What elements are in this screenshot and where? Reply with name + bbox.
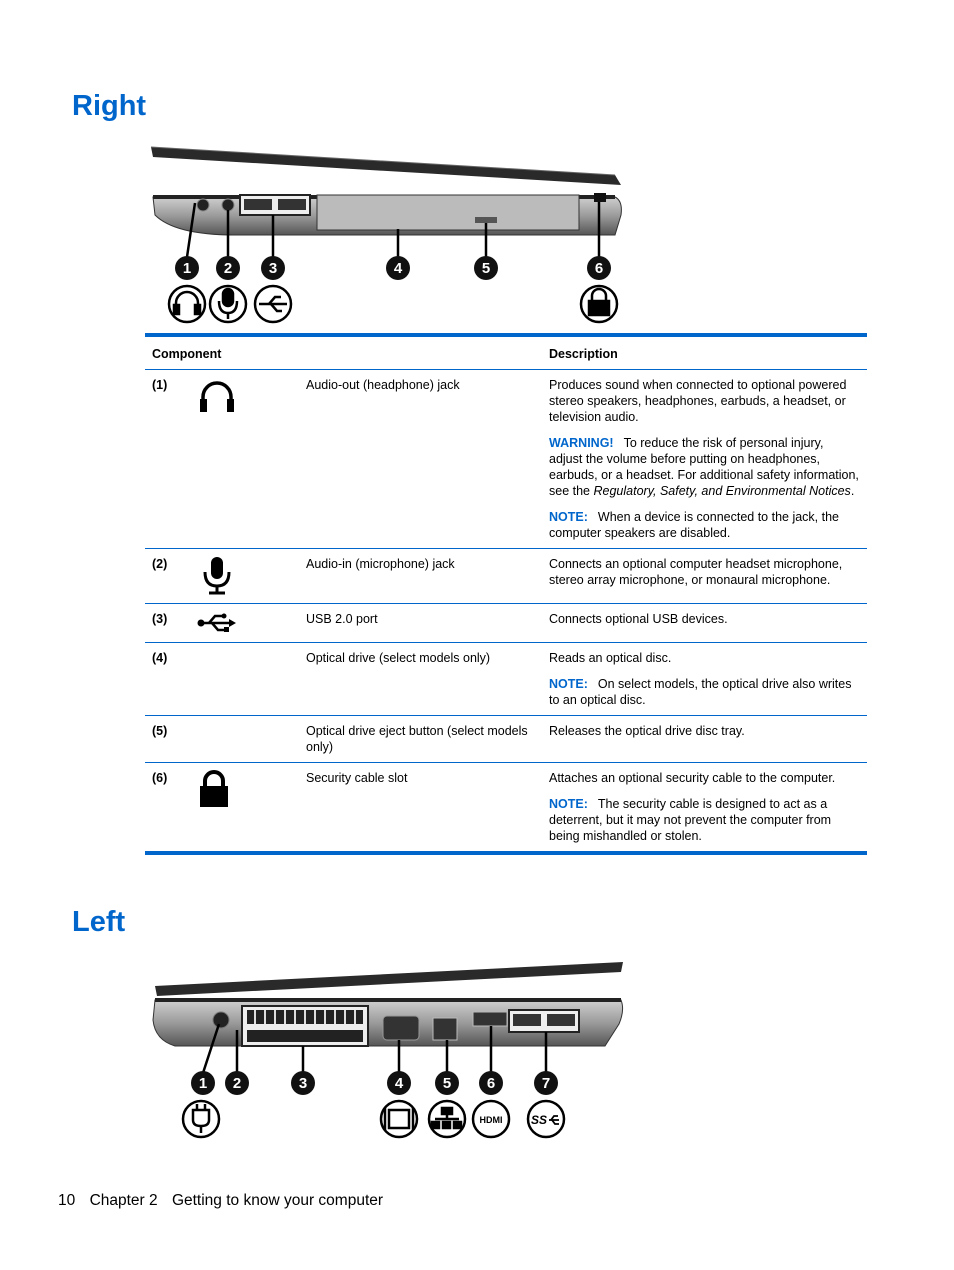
note-text <box>549 509 860 541</box>
row-number: (6) <box>145 763 177 854</box>
component-table <box>145 333 867 855</box>
callout-6-label: 6 <box>594 260 604 277</box>
callout-3-label: 3 <box>298 1075 308 1092</box>
note-text <box>549 796 860 844</box>
component-name: USB 2.0 port <box>299 604 542 643</box>
warning-text <box>549 435 860 499</box>
callout-2-label: 2 <box>223 260 233 277</box>
table-row <box>145 643 867 716</box>
callout-3-label: 3 <box>268 260 278 277</box>
component-name: Optical drive (select models only) <box>299 643 542 716</box>
component-name: Optical drive eject button (select models only) <box>299 716 542 763</box>
callout-4-label: 4 <box>394 1075 404 1092</box>
callout-5-label: 5 <box>442 1075 452 1092</box>
component-description: Attaches an optional security cable to the computer. <box>549 771 836 785</box>
note-body: When a device is connected to the jack, the computer speakers are disabled. <box>549 510 840 540</box>
row-number: (3) <box>145 604 177 643</box>
callout-6-label: 6 <box>486 1075 496 1092</box>
headphone-icon <box>197 377 237 417</box>
callout-1-label: 1 <box>182 260 192 277</box>
warning-reference: Regulatory, Safety, and Environmental Notices <box>593 484 851 498</box>
warning-body: To reduce the risk of personal injury, adjust the volume before putting on headphones, earbuds, or a headset. For additional safety information, see the <box>549 436 859 498</box>
note-text <box>549 676 860 708</box>
callout-7-label: 7 <box>541 1075 551 1092</box>
note-label: NOTE: <box>549 677 588 691</box>
component-description: Produces sound when connected to optional powered stereo speakers, headphones, earbuds, a headset, or television audio. <box>549 378 847 424</box>
section-heading-left: Left <box>72 906 126 938</box>
component-description: Releases the optical drive disc tray. <box>542 716 867 763</box>
page-footer <box>58 1192 393 1210</box>
vga-icon <box>381 1101 417 1137</box>
header-description: Description <box>542 335 867 370</box>
callout-4-label: 4 <box>393 260 403 277</box>
table-row <box>145 370 867 549</box>
row-number: (2) <box>145 549 177 604</box>
lock-icon <box>197 770 231 808</box>
hdmi-label: HDMI <box>479 1115 503 1125</box>
warning-label: WARNING! <box>549 436 614 450</box>
note-body: On select models, the optical drive also writes to an optical disc. <box>549 677 852 707</box>
chapter-title: Getting to know your computer <box>171 1192 384 1209</box>
section-heading-right: Right <box>72 90 147 122</box>
microphone-icon <box>197 556 237 596</box>
component-description: Connects optional USB devices. <box>542 604 867 643</box>
chapter-label: Chapter 2 <box>89 1192 158 1209</box>
table-row <box>145 763 867 854</box>
note-body: The security cable is designed to act as a deterrent, but it may not prevent the computer from being mishandled or stolen. <box>549 797 832 843</box>
page-number: 10 <box>58 1192 76 1209</box>
usb-icon <box>197 611 237 635</box>
table-row <box>145 604 867 643</box>
row-number: (5) <box>145 716 177 763</box>
laptop-left-side-figure <box>145 950 625 1145</box>
laptop-right-side-figure <box>145 135 625 330</box>
callout-2-label: 2 <box>232 1075 242 1092</box>
table-row <box>145 716 867 763</box>
callout-5-label: 5 <box>481 260 491 277</box>
warning-end: . <box>850 484 855 498</box>
component-name: Audio-out (headphone) jack <box>299 370 542 549</box>
component-description: Reads an optical disc. <box>549 651 672 665</box>
component-name: Security cable slot <box>299 763 542 854</box>
table-row <box>145 549 867 604</box>
note-label: NOTE: <box>549 510 588 524</box>
row-number: (4) <box>145 643 177 716</box>
callout-1-label: 1 <box>198 1075 208 1092</box>
header-component: Component <box>145 335 542 370</box>
usb3-label: SS <box>530 1113 548 1127</box>
component-description: Connects an optional computer headset microphone, stereo array microphone, or monaural microphone. <box>542 549 867 604</box>
row-number: (1) <box>145 370 177 549</box>
component-name: Audio-in (microphone) jack <box>299 549 542 604</box>
note-label: NOTE: <box>549 797 588 811</box>
